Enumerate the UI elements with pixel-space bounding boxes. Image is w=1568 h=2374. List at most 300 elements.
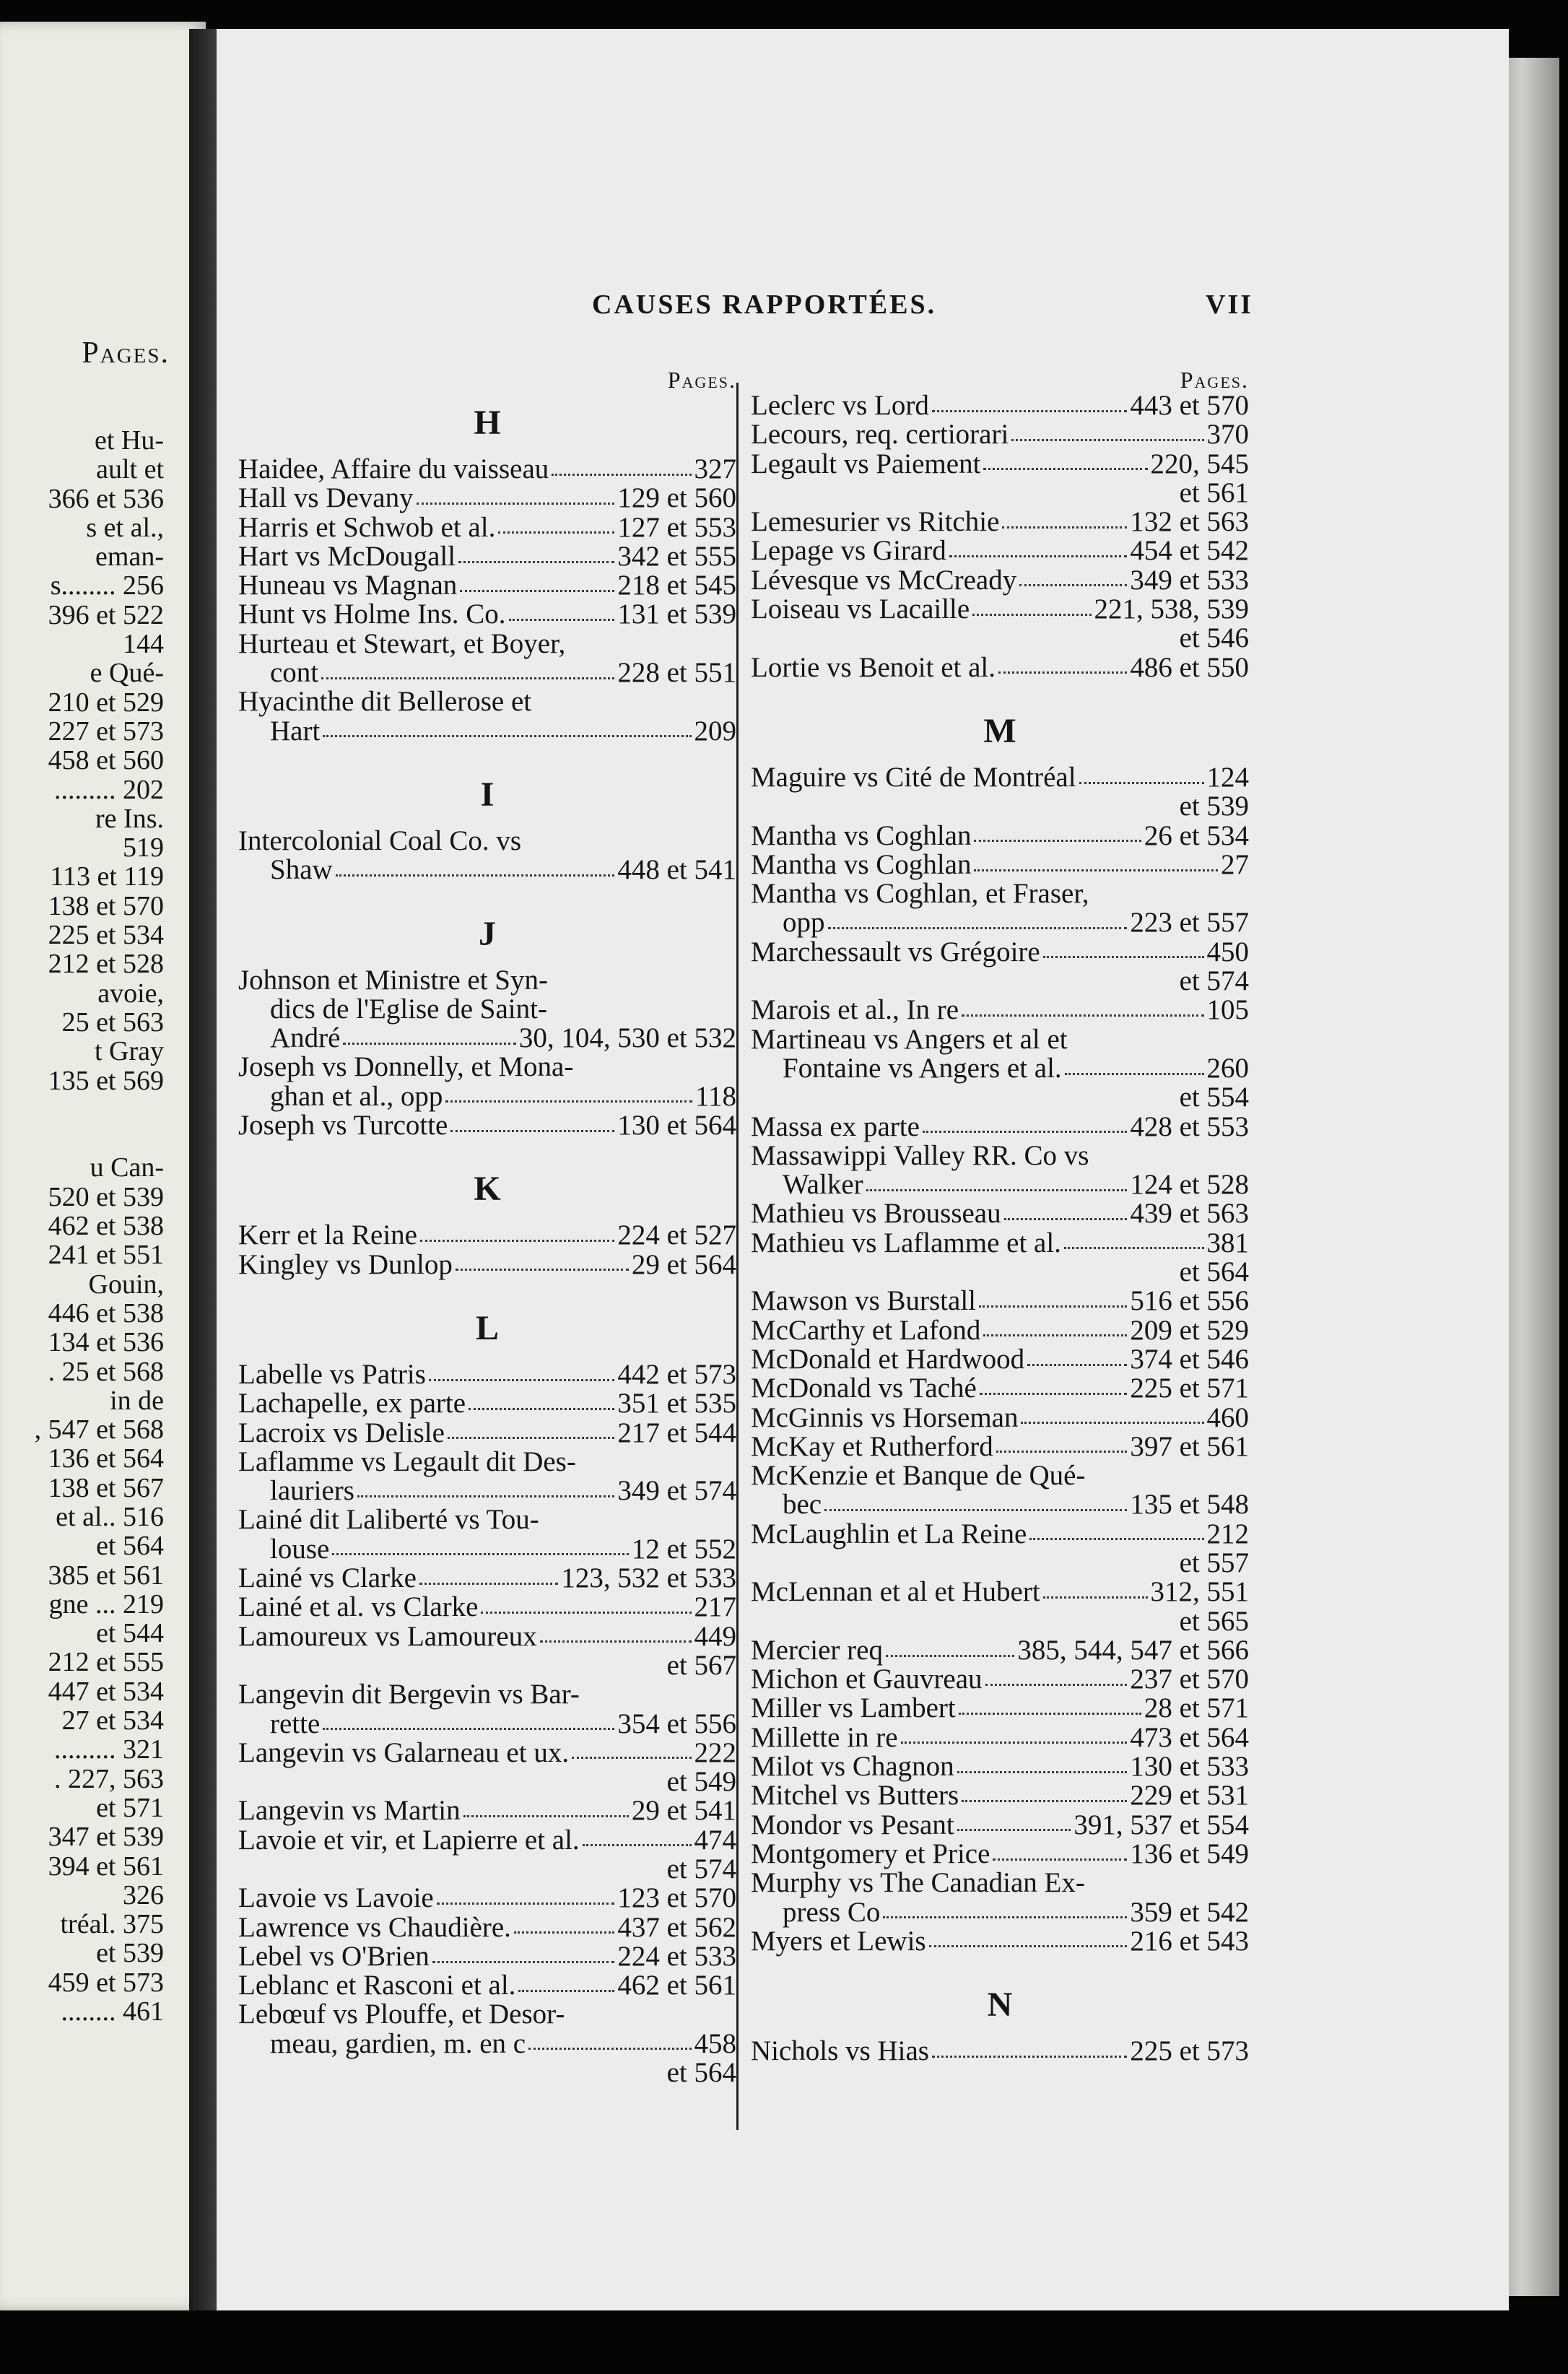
facing-page-line: ......... 202 xyxy=(54,774,164,805)
index-entry-line xyxy=(751,819,1249,851)
page-references: et 561 xyxy=(1179,477,1249,508)
page-references: 397 et 561 xyxy=(1130,1430,1249,1462)
dot-leader xyxy=(429,1369,614,1381)
dot-leader xyxy=(448,1427,614,1439)
page-references: 223 et 557 xyxy=(1130,907,1249,939)
page-references: 218 et 545 xyxy=(617,570,736,601)
case-name: Legault vs Paiement xyxy=(751,448,981,479)
index-entry-line xyxy=(238,1564,736,1593)
case-name: Lawrence vs Chaudière. xyxy=(238,1911,511,1943)
index-entry-line xyxy=(751,1316,1249,1345)
facing-page-line: et 544 xyxy=(96,1618,164,1649)
page-references: 391, 537 et 554 xyxy=(1073,1809,1249,1840)
page-references: 224 et 527 xyxy=(617,1219,736,1251)
page-references: 220, 545 xyxy=(1150,448,1249,479)
case-name: Mitchel vs Butters xyxy=(751,1780,959,1812)
page-references: 439 et 563 xyxy=(1130,1198,1249,1230)
case-name: Hunt vs Holme Ins. Co. xyxy=(238,599,506,630)
case-name: Hart vs McDougall xyxy=(238,540,456,572)
index-entry-line xyxy=(751,1723,1249,1752)
dot-leader xyxy=(552,464,691,476)
page-references: 130 et 564 xyxy=(617,1110,736,1142)
index-entry-line xyxy=(238,995,736,1024)
facing-page-header: Pages. xyxy=(82,336,170,370)
facing-page-line: 520 et 539 xyxy=(48,1181,164,1212)
index-entry-line xyxy=(751,508,1249,536)
index-entry-line xyxy=(238,1971,736,2000)
page-references: 12 et 552 xyxy=(631,1533,736,1565)
dot-leader xyxy=(321,667,614,679)
index-entry-line xyxy=(751,1752,1249,1781)
page-references: 27 xyxy=(1221,848,1249,880)
facing-page-lines xyxy=(35,426,164,2026)
case-name: Hart xyxy=(270,715,321,747)
page-references: 229 et 531 xyxy=(1130,1780,1249,1812)
case-name: Lebœuf vs Plouffe, et Desor- xyxy=(238,1999,565,2030)
index-entry-line xyxy=(238,627,736,659)
case-name: Shaw xyxy=(270,854,333,886)
page-references: 450 xyxy=(1206,936,1249,968)
facing-page-line: 227 et 573 xyxy=(48,716,164,747)
index-entry-line xyxy=(238,1796,736,1825)
dot-leader xyxy=(957,1761,1128,1773)
index-entry-line xyxy=(751,1490,1249,1519)
index-entry-line xyxy=(751,1898,1249,1927)
dot-leader xyxy=(540,1630,692,1643)
index-entry-line xyxy=(751,1139,1249,1171)
page-references: 349 et 533 xyxy=(1130,564,1249,596)
case-name: Lepage vs Girard xyxy=(751,535,946,567)
index-entry-line xyxy=(751,1694,1249,1723)
section-spacer xyxy=(751,682,1249,700)
case-name: McKay et Rutherford xyxy=(751,1430,993,1462)
dot-leader xyxy=(572,1747,691,1759)
dot-leader xyxy=(456,1258,629,1271)
page-references: 458 xyxy=(694,2027,736,2059)
facing-page-line: 225 et 534 xyxy=(48,920,164,951)
page-references: 136 et 549 xyxy=(1130,1838,1249,1869)
case-name: rette xyxy=(270,1708,321,1739)
dot-leader xyxy=(959,1703,1141,1715)
index-entry-line xyxy=(238,1768,736,1796)
facing-page-line: eman- xyxy=(95,542,164,573)
dot-leader xyxy=(996,1440,1128,1453)
case-name: ghan et al., opp xyxy=(270,1080,443,1112)
section-letter: K xyxy=(474,1170,501,1209)
index-entry-line xyxy=(751,624,1249,653)
page-references: 442 et 573 xyxy=(617,1358,736,1390)
index-entry-line xyxy=(238,687,736,716)
section-letter: M xyxy=(983,711,1016,750)
index-entry-line xyxy=(751,908,1249,937)
facing-page-line: t Gray xyxy=(94,1036,164,1067)
case-name: Haidee, Affaire du vaisseau xyxy=(238,453,549,484)
facing-page-line: ........ 461 xyxy=(61,1996,164,2027)
page-references: 349 et 574 xyxy=(617,1475,736,1507)
index-entry-line xyxy=(238,1913,736,1942)
dot-leader xyxy=(481,1601,691,1614)
case-name: meau, gardien, m. en c xyxy=(270,2027,526,2059)
page-references: 123 et 570 xyxy=(617,1882,736,1914)
facing-page-line xyxy=(35,1124,164,1153)
case-name: McCarthy et Lafond xyxy=(751,1314,981,1346)
dot-leader xyxy=(993,1848,1127,1861)
page-references: 312, 551 xyxy=(1150,1576,1249,1608)
case-name: opp xyxy=(783,907,825,939)
page-references: 462 et 561 xyxy=(617,1970,736,2001)
index-entry-line xyxy=(751,1258,1249,1287)
case-name: Labelle vs Patris xyxy=(238,1358,426,1390)
case-name: Lebel vs O'Brien xyxy=(238,1940,430,1972)
page-references: et 574 xyxy=(666,1853,736,1884)
index-entry-line xyxy=(238,455,736,484)
dot-leader xyxy=(985,1674,1128,1686)
case-name: Mawson vs Burstall xyxy=(751,1285,976,1317)
case-name: Mercier req xyxy=(751,1634,883,1666)
facing-page-line: et 539 xyxy=(96,1938,164,1969)
page-references: 516 et 556 xyxy=(1130,1285,1249,1317)
page-references: 124 xyxy=(1206,761,1249,793)
page-references: 486 et 550 xyxy=(1130,651,1249,683)
right-index-column xyxy=(751,368,1249,2083)
facing-page-line: tréal. 375 xyxy=(60,1909,164,1940)
facing-page-line: 241 et 551 xyxy=(48,1240,164,1271)
section-spacer xyxy=(751,2066,1249,2083)
index-entry-line xyxy=(238,1622,736,1651)
page-references: 351 et 535 xyxy=(617,1388,736,1419)
dot-leader xyxy=(983,458,1147,470)
case-name: Joseph vs Donnelly, et Mona- xyxy=(238,1051,574,1083)
facing-page-fragment xyxy=(0,22,206,2310)
page-references: et 539 xyxy=(1179,791,1249,822)
section-spacer xyxy=(238,746,736,763)
index-entry-line xyxy=(751,653,1249,682)
index-entry-line xyxy=(238,717,736,746)
dot-leader xyxy=(1079,772,1204,784)
index-entry-line xyxy=(751,1170,1249,1199)
case-name: Huneau vs Magnan xyxy=(238,570,458,601)
case-name: Walker xyxy=(783,1169,863,1201)
case-name: Mathieu vs Brousseau xyxy=(751,1198,1001,1230)
facing-page-line: avoie, xyxy=(97,978,164,1009)
dot-leader xyxy=(1043,946,1204,958)
case-name: Joseph vs Turcotte xyxy=(238,1110,448,1142)
page-references: 209 xyxy=(694,715,736,747)
index-entry-line xyxy=(238,856,736,884)
page-number: VII xyxy=(1206,290,1254,320)
dot-leader xyxy=(901,1731,1128,1744)
page-references: 474 xyxy=(694,1824,736,1856)
index-entry-line xyxy=(751,1781,1249,1810)
case-name: Mondor vs Pesant xyxy=(751,1809,954,1840)
facing-page-line: 366 et 536 xyxy=(48,483,164,514)
facing-page-line: 462 et 538 xyxy=(48,1211,164,1242)
case-name: Leblanc et Rasconi et al. xyxy=(238,1970,516,2001)
section-spacer xyxy=(238,2087,736,2105)
dot-leader xyxy=(998,661,1127,674)
index-entry-line xyxy=(751,1665,1249,1694)
dot-leader xyxy=(1021,1412,1203,1424)
dot-leader xyxy=(886,1645,1014,1657)
case-name: Lortie vs Benoit et al. xyxy=(751,651,996,683)
dot-leader xyxy=(957,1819,1071,1831)
page-references: 385, 544, 547 et 566 xyxy=(1017,1634,1249,1666)
case-name: Lemesurier vs Ritchie xyxy=(751,506,1000,538)
index-entry-line xyxy=(751,536,1249,565)
case-name: Montgomery et Price xyxy=(751,1838,990,1869)
page-references: 374 et 546 xyxy=(1130,1343,1249,1375)
dot-leader xyxy=(420,1230,614,1242)
case-name: Mantha vs Coghlan xyxy=(751,848,972,880)
page-references: 473 et 564 xyxy=(1130,1721,1249,1753)
case-name: Marchessault vs Grégoire xyxy=(751,936,1040,968)
page-references: 222 xyxy=(694,1736,736,1768)
index-entry-line xyxy=(751,420,1249,449)
section-letter: J xyxy=(479,914,496,953)
dot-leader xyxy=(974,830,1141,842)
facing-page-line: 447 et 534 xyxy=(48,1676,164,1707)
case-name: press Co xyxy=(783,1896,881,1928)
facing-page-line: 135 et 569 xyxy=(48,1065,164,1096)
facing-page-line: re Ins. xyxy=(95,803,164,834)
page-references: 123, 532 et 533 xyxy=(561,1562,736,1594)
index-entry-line xyxy=(751,1401,1249,1433)
case-name: Fontaine vs Angers et al. xyxy=(783,1052,1062,1084)
page-references: 124 et 528 xyxy=(1130,1169,1249,1201)
case-name: Marois et al., In re xyxy=(751,994,959,1026)
case-name: McDonald vs Taché xyxy=(751,1373,977,1404)
facing-page-line: s et al., xyxy=(86,512,164,543)
page-references: 217 xyxy=(694,1591,736,1623)
facing-page-line: 136 et 564 xyxy=(48,1443,164,1474)
dot-leader xyxy=(450,1120,614,1132)
index-entry-line xyxy=(751,1811,1249,1840)
case-name: Lainé et al. vs Clarke xyxy=(238,1591,479,1623)
facing-page-line: in de xyxy=(110,1385,164,1416)
dot-leader xyxy=(1002,516,1127,529)
dot-leader xyxy=(1027,1354,1127,1366)
case-name: Langevin vs Martin xyxy=(238,1795,461,1827)
dot-leader xyxy=(419,1573,558,1585)
dot-leader xyxy=(469,1398,614,1410)
index-entry-line xyxy=(238,2000,736,2029)
page-references: 443 et 570 xyxy=(1130,390,1249,421)
case-name: Lainé vs Clarke xyxy=(238,1562,417,1594)
facing-page-line: 519 xyxy=(123,832,164,864)
facing-page-line: et Hu- xyxy=(94,425,164,456)
case-name: Hyacinthe dit Bellerose et xyxy=(238,686,532,718)
dot-leader xyxy=(417,492,615,505)
dot-leader xyxy=(357,1485,614,1497)
index-entry-line xyxy=(751,1054,1249,1083)
facing-page-line: 144 xyxy=(123,629,164,660)
index-entry-line xyxy=(751,1287,1249,1316)
case-name: Lavoie et vir, et Lapierre et al. xyxy=(238,1824,580,1856)
index-entry-line xyxy=(238,2058,736,2087)
facing-page-line: 396 et 522 xyxy=(48,599,164,630)
dot-leader xyxy=(445,1090,692,1103)
page-references: 26 et 534 xyxy=(1144,819,1249,851)
index-entry-line xyxy=(751,848,1249,880)
case-name: Milot vs Chagnon xyxy=(751,1751,954,1783)
dot-leader xyxy=(323,725,691,737)
page-references: 224 et 533 xyxy=(617,1940,736,1972)
facing-page-line: 446 et 538 xyxy=(48,1297,164,1329)
index-entry-line xyxy=(751,879,1249,908)
index-entry-line xyxy=(238,1419,736,1448)
page-references: 135 et 548 xyxy=(1130,1489,1249,1521)
case-name: Loiseau vs Lacaille xyxy=(751,594,970,625)
facing-page-line: gne ... 219 xyxy=(48,1588,164,1619)
case-name: Intercolonial Coal Co. vs xyxy=(238,825,522,856)
page-references: 129 et 560 xyxy=(617,482,736,514)
index-entry-line xyxy=(751,792,1249,821)
dot-leader xyxy=(1004,1208,1128,1220)
case-name: Kingley vs Dunlop xyxy=(238,1248,453,1280)
facing-page-line: 210 et 529 xyxy=(48,687,164,718)
facing-page-line: . 227, 563 xyxy=(54,1763,164,1794)
index-entry-line xyxy=(238,1024,736,1053)
index-entry-line xyxy=(238,1360,736,1389)
dot-leader xyxy=(824,1499,1127,1511)
case-name: Hurteau et Stewart, et Boyer, xyxy=(238,627,566,659)
page-references: 130 et 533 xyxy=(1130,1751,1249,1783)
facing-page-line: et al.. 516 xyxy=(56,1501,164,1532)
index-entry-line xyxy=(751,763,1249,792)
index-entry-line xyxy=(751,938,1249,967)
index-entry-line xyxy=(238,484,736,513)
index-entry-line xyxy=(238,1505,736,1534)
case-name: Martineau vs Angers et al et xyxy=(751,1023,1068,1055)
dot-leader xyxy=(983,1324,1127,1336)
case-name: Lachapelle, ex parte xyxy=(238,1388,466,1419)
facing-page-line: 347 et 539 xyxy=(48,1822,164,1853)
dot-leader xyxy=(509,609,615,621)
facing-page-line: Gouin, xyxy=(88,1269,164,1300)
page-references: 370 xyxy=(1206,419,1249,451)
index-entry-line xyxy=(751,1110,1249,1142)
case-name: Langevin vs Galarneau et ux. xyxy=(238,1736,570,1768)
page-references: 359 et 542 xyxy=(1130,1896,1249,1928)
page-references: 342 et 555 xyxy=(617,540,736,572)
dot-leader xyxy=(980,1383,1128,1395)
page-references: 127 et 553 xyxy=(617,511,736,543)
index-entry-line xyxy=(751,450,1249,479)
page-references: 30, 104, 530 et 532 xyxy=(518,1022,736,1054)
case-name: Johnson et Ministre et Syn- xyxy=(238,964,548,996)
index-entry-line xyxy=(751,1578,1249,1606)
index-entry-line xyxy=(751,1229,1249,1258)
left-index-column xyxy=(238,368,736,2105)
page-references: 260 xyxy=(1206,1052,1249,1084)
dot-leader xyxy=(1029,1528,1203,1540)
index-entry-line xyxy=(238,600,736,629)
page-references: 449 xyxy=(694,1620,736,1652)
case-name: Nichols vs Hias xyxy=(751,2035,929,2067)
facing-page-line: 25 et 563 xyxy=(61,1006,164,1038)
case-name: louse xyxy=(270,1533,330,1565)
facing-page-line: et 564 xyxy=(96,1531,164,1562)
facing-page-line xyxy=(35,1095,164,1124)
dot-leader xyxy=(583,1834,692,1846)
index-entry-line xyxy=(751,1025,1249,1054)
dot-leader xyxy=(1011,429,1203,441)
dot-leader xyxy=(528,2038,691,2050)
dot-leader xyxy=(1064,1237,1204,1249)
index-entry-line xyxy=(751,391,1249,420)
page-references: et 546 xyxy=(1179,622,1249,654)
dot-leader xyxy=(1019,574,1127,586)
case-name: Lacroix vs Delisle xyxy=(238,1417,445,1448)
index-entry-line xyxy=(238,1221,736,1250)
case-name: Miller vs Lambert xyxy=(751,1692,956,1724)
section-letter: H xyxy=(474,404,501,442)
index-entry-line xyxy=(238,542,736,571)
dot-leader xyxy=(332,1543,629,1555)
case-name: Maguire vs Cité de Montréal xyxy=(751,761,1076,793)
page-references: 217 et 544 xyxy=(617,1417,736,1448)
index-entry-line xyxy=(751,996,1249,1025)
case-name: Lecours, req. certiorari xyxy=(751,419,1009,451)
case-name: André xyxy=(270,1022,341,1054)
index-entry-line xyxy=(751,967,1249,996)
case-name: Mantha vs Coghlan xyxy=(751,819,972,851)
index-entry-line xyxy=(238,1477,736,1505)
dot-leader xyxy=(518,1980,614,1992)
page-references: 327 xyxy=(694,453,736,484)
case-name: Lavoie vs Lavoie xyxy=(238,1882,434,1914)
index-entry-line xyxy=(751,1199,1249,1228)
case-name: McKenzie et Banque de Qué- xyxy=(751,1460,1086,1492)
index-entry-line xyxy=(751,1374,1249,1403)
page-references: 225 et 573 xyxy=(1130,2035,1249,2067)
page-references: 454 et 542 xyxy=(1130,535,1249,567)
facing-page-line: ......... 321 xyxy=(54,1734,164,1765)
page-references: 225 et 571 xyxy=(1130,1373,1249,1404)
dot-leader xyxy=(974,859,1218,871)
section-spacer xyxy=(238,1140,736,1157)
dot-leader xyxy=(962,1790,1127,1802)
case-name: lauriers xyxy=(270,1475,354,1507)
page-references: 28 et 571 xyxy=(1144,1692,1249,1724)
case-name: Mathieu vs Laflamme et al. xyxy=(751,1227,1061,1258)
page-references: 381 xyxy=(1206,1227,1249,1258)
page-references: 29 et 564 xyxy=(631,1248,736,1280)
case-name: Mantha vs Coghlan, et Fraser, xyxy=(751,878,1089,910)
index-entry-line xyxy=(238,571,736,600)
index-entry-line xyxy=(238,1884,736,1913)
dot-leader xyxy=(923,1121,1127,1133)
dot-leader xyxy=(962,1004,1203,1017)
case-name: McDonald et Hardwood xyxy=(751,1343,1025,1375)
index-entry-line xyxy=(751,1520,1249,1549)
case-name: Kerr et la Reine xyxy=(238,1219,417,1251)
dot-leader xyxy=(432,1951,615,1963)
index-entry-line xyxy=(238,1855,736,1884)
index-entry-line xyxy=(238,1445,736,1477)
index-entry-line xyxy=(238,1680,736,1709)
index-entry-line xyxy=(751,1083,1249,1112)
index-entry-line xyxy=(238,1736,736,1768)
index-entry-line xyxy=(238,1389,736,1418)
dot-leader xyxy=(437,1892,615,1905)
dot-leader xyxy=(498,521,614,534)
case-name: cont xyxy=(270,657,319,689)
case-name: Langevin dit Bergevin vs Bar- xyxy=(238,1679,580,1710)
index-entry-line xyxy=(238,1942,736,1971)
index-entry-line xyxy=(751,1549,1249,1578)
pages-column-label: Pages. xyxy=(667,367,736,393)
